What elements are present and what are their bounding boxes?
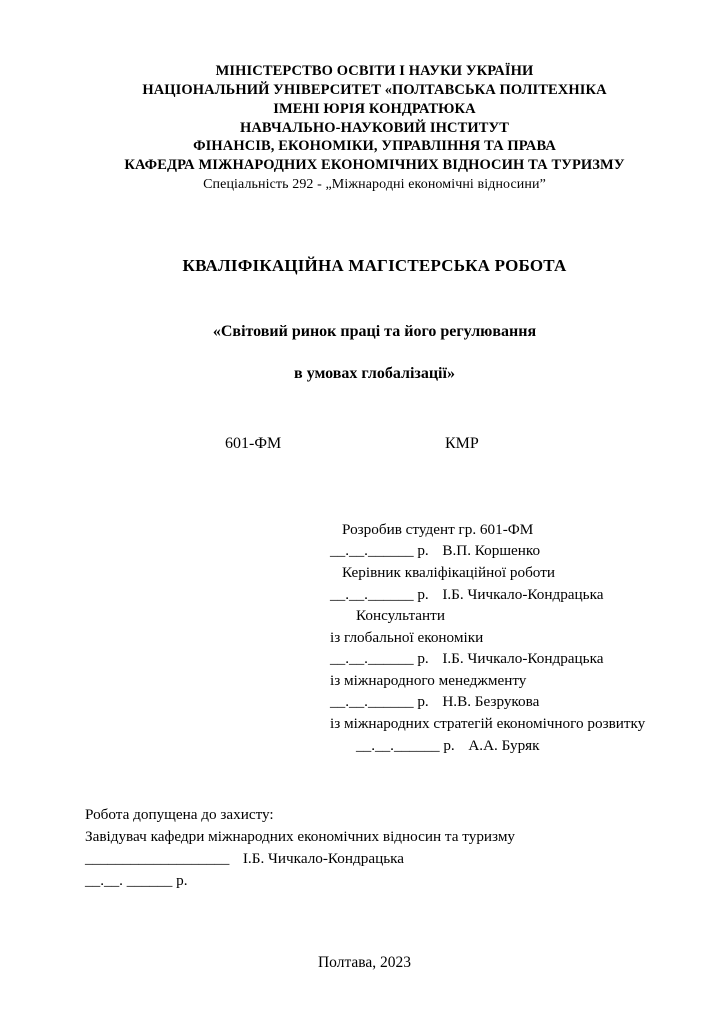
specialty-line: Спеціальність 292 - „Міжнародні економічні відносини”	[203, 177, 546, 193]
footer-city-year: Полтава, 2023	[317, 954, 412, 972]
supervisor-signature-row	[330, 584, 664, 606]
author-signature-row	[330, 540, 664, 562]
signature-block	[85, 519, 664, 756]
consultant-3-signature-row	[330, 735, 664, 757]
group-code: 601-ФМ	[225, 434, 282, 452]
consultant-1-signature-row	[330, 648, 664, 670]
supervisor-date-blank: __.__.______ р.	[330, 585, 429, 603]
thesis-title-line-1: «Світовий ринок праці та його регулювання	[212, 323, 537, 341]
thesis-title-line-2: в умовах глобалізації»	[294, 365, 455, 383]
consultant-2-name: Н.В. Безрукова	[442, 693, 540, 711]
consultant-3-topic: із міжнародних стратегій економічного розвитку	[330, 715, 646, 733]
institution-line-6: КАФЕДРА МІЖНАРОДНИХ ЕКОНОМІЧНИХ ВІДНОСИН ТА ТУРИЗМУ	[124, 157, 625, 174]
supervisor-name: І.Б. Чичкало-Кондрацька	[442, 585, 604, 603]
institution-line-1: МІНІСТЕРСТВО ОСВІТИ І НАУКИ УКРАЇНИ	[215, 63, 534, 79]
consultant-2-signature-row	[330, 691, 664, 713]
institution-line-2: НАЦІОНАЛЬНИЙ УНІВЕРСИТЕТ «ПОЛТАВСЬКА ПОЛІТЕХНІКА	[142, 81, 607, 98]
consultant-3-name: А.А. Буряк	[468, 736, 540, 754]
author-name: В.П. Коршенко	[442, 542, 541, 560]
consultants-label: Консультанти	[356, 607, 445, 625]
institution-line-5: ФІНАНСІВ, ЕКОНОМІКИ, УПРАВЛІННЯ ТА ПРАВА	[193, 138, 556, 155]
consultant-1-name: І.Б. Чичкало-Кондрацька	[442, 650, 604, 668]
author-label: Розробив студент гр. 601-ФМ	[342, 520, 534, 538]
admission-line-1: Робота допущена до захисту:	[85, 806, 274, 824]
admission-signature-row	[85, 848, 664, 870]
institution-line-3: ІМЕНІ ЮРІЯ КОНДРАТЮКА	[273, 100, 476, 117]
consultant-1-date-blank: __.__.______ р.	[330, 650, 429, 668]
supervisor-label: Керівник кваліфікаційної роботи	[342, 564, 555, 581]
admission-date-blank: __.__. ______ р.	[85, 872, 188, 890]
thesis-title	[85, 324, 664, 383]
consultant-3-date-blank: __.__.______ р.	[356, 736, 455, 754]
codes-row	[85, 435, 664, 453]
admission-signature-blank: ___________________	[85, 850, 230, 868]
work-type-title: КВАЛІФІКАЦІЙНА МАГІСТЕРСЬКА РОБОТА	[182, 256, 567, 276]
work-abbrev-code: КМР	[445, 434, 479, 452]
consultant-1-topic: із глобальної економіки	[330, 628, 484, 646]
institution-line-4: НАВЧАЛЬНО-НАУКОВИЙ ІНСТИТУТ	[239, 119, 510, 136]
consultant-2-topic: із міжнародного менеджменту	[330, 671, 527, 689]
author-date-blank: __.__.______ р.	[330, 542, 429, 560]
consultant-2-date-blank: __.__.______ р.	[330, 693, 429, 711]
admission-line-2: Завідувач кафедри міжнародних економічних відносин та туризму	[85, 828, 516, 846]
admission-head-name: І.Б. Чичкало-Кондрацька	[242, 850, 405, 868]
institution-header	[85, 62, 664, 194]
admission-block	[85, 804, 664, 892]
